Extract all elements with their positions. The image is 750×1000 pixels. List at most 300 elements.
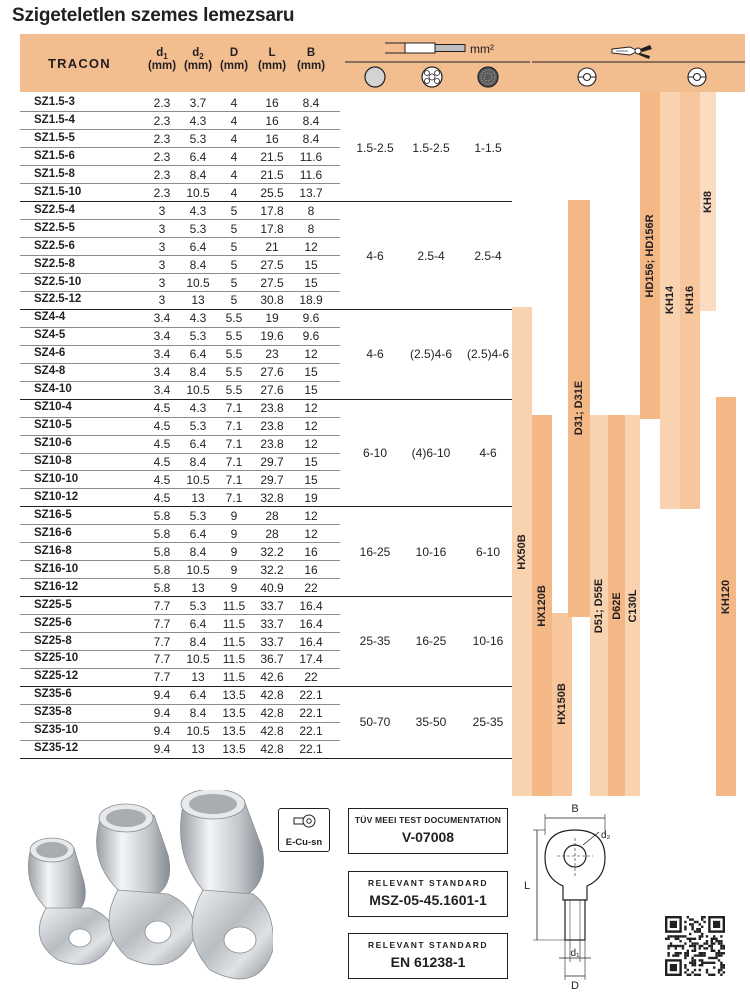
dimension-value: 7.1	[225, 437, 243, 452]
dimension-value: 40.9	[260, 580, 284, 595]
dimension-value: 13.5	[222, 688, 246, 703]
tool-band	[625, 415, 640, 796]
dimension-value: 22	[304, 580, 318, 595]
brand-name: TRACON	[48, 56, 111, 71]
dimension-value: 32.2	[260, 544, 284, 559]
product-code: SZ2.5-10	[34, 275, 82, 288]
dimension-value: 9.6	[302, 329, 320, 344]
dimension-value: 7.7	[153, 598, 171, 613]
dimension-value: 13	[191, 293, 205, 308]
product-code: SZ10-8	[34, 455, 72, 467]
table-row	[20, 112, 515, 130]
dimension-value: 5.8	[153, 526, 171, 541]
qr-code-icon[interactable]	[665, 916, 725, 976]
table-row	[20, 184, 515, 202]
dimension-value: 3	[158, 239, 166, 254]
dimension-value: 16	[304, 562, 318, 577]
terminal-large	[181, 790, 274, 979]
tool-band	[568, 200, 590, 617]
doc-caption: RELEVANT STANDARD	[367, 940, 489, 950]
dimension-value: 8.4	[189, 365, 207, 380]
dimension-value: 11.5	[222, 652, 246, 667]
product-code: SZ25-5	[34, 598, 72, 611]
dimension-value: 13	[191, 490, 205, 505]
dimension-value: 7.1	[225, 472, 243, 487]
dim-label-L: L	[524, 880, 531, 892]
dimension-value: 5.3	[189, 221, 207, 236]
dimension-value: 4.3	[189, 113, 207, 128]
tool-label: D62E	[610, 591, 623, 620]
dimension-value: 3.4	[153, 311, 171, 326]
dimension-value: 15	[304, 472, 318, 487]
tool-label: KH120	[720, 579, 732, 614]
tool-band	[660, 92, 680, 509]
product-code: SZ35-12	[34, 742, 79, 755]
table-row	[20, 309, 515, 327]
dimension-value: 5	[230, 221, 238, 236]
col-header-B: B (mm)	[296, 47, 326, 72]
product-code: SZ2.5-6	[34, 239, 75, 252]
dimension-value: 13.5	[222, 706, 246, 721]
dimension-value: 21.5	[260, 149, 284, 164]
dimension-value: 27.6	[260, 365, 284, 380]
product-code: SZ2.5-8	[34, 257, 75, 270]
dimension-value: 42.8	[260, 688, 284, 703]
dimension-value: 23.8	[260, 419, 284, 434]
dimension-value: 22.1	[299, 688, 323, 703]
dimension-value: 3.4	[153, 365, 171, 380]
table-row	[20, 220, 515, 238]
table-row	[20, 561, 515, 579]
tool-label: HD156; HD156R	[644, 213, 656, 298]
dimension-value: 6.4	[189, 526, 207, 541]
dimension-value: 28	[265, 508, 279, 523]
cross-section-value: 10-16	[472, 634, 504, 649]
tool-band	[680, 92, 700, 509]
dimension-value: 12	[304, 401, 318, 416]
tool-label: HX120B	[536, 584, 548, 627]
dimension-value: 10.5	[186, 472, 210, 487]
dimension-value: 8.4	[189, 634, 207, 649]
cross-section-value: 1.5-2.5	[356, 140, 394, 155]
dimension-value: 9	[230, 580, 238, 595]
product-code: SZ25-12	[34, 670, 79, 683]
dimension-value: 12	[304, 437, 318, 452]
dim-label-d1: d₁	[570, 948, 580, 959]
cross-section-value: 6-10	[475, 544, 501, 559]
cross-section-value: 2.5-4	[417, 248, 445, 263]
dimension-value: 4	[230, 167, 238, 182]
wire-icon	[385, 43, 465, 53]
dimension-value: 2.3	[153, 149, 171, 164]
dimension-value: 10.5	[186, 724, 210, 739]
product-code: SZ1.5-4	[34, 113, 75, 126]
dimension-value: 9.6	[302, 311, 320, 326]
dimension-value: 9.4	[153, 724, 171, 739]
dimension-value: 3.4	[153, 383, 171, 398]
dimension-value: 42.8	[260, 742, 284, 757]
dimension-value: 7.1	[225, 419, 243, 434]
dimension-value: 16	[265, 96, 279, 110]
dimension-value: 2.3	[153, 185, 171, 200]
dimension-value: 8.4	[302, 131, 320, 146]
cross-section-value: 25-35	[472, 715, 504, 730]
tool-band	[700, 92, 716, 311]
dimension-value: 18.9	[299, 293, 323, 308]
dimension-value: 9.4	[153, 742, 171, 757]
cross-section-value: 4-6	[479, 446, 497, 460]
table-row	[20, 489, 515, 507]
dimension-value: 19.6	[260, 329, 284, 344]
cross-section-value: 50-70	[359, 715, 391, 730]
dimension-value: 29.7	[260, 472, 284, 487]
dimension-value: 4.3	[189, 311, 207, 326]
product-code: SZ16-8	[34, 544, 72, 557]
table-row	[20, 650, 515, 668]
product-code: SZ2.5-12	[34, 293, 82, 306]
dimension-value: 17.4	[299, 652, 323, 667]
col-header-d1: $d_1$ (mm)	[147, 47, 177, 72]
dimension-value: 23	[265, 347, 279, 362]
dimension-value: 7.1	[225, 490, 243, 505]
dimension-value: 4.5	[153, 472, 171, 487]
dim-label-D: D	[571, 980, 579, 992]
wire-section-header	[345, 36, 530, 90]
doc-caption: RELEVANT STANDARD	[367, 878, 489, 888]
dimension-value: 13	[191, 580, 205, 595]
dimension-value: 9	[230, 526, 238, 541]
dimension-value: 3	[158, 275, 166, 290]
tool-label: KH16	[684, 286, 696, 315]
dimension-value: 16	[304, 544, 318, 559]
ring-lug-icon	[293, 813, 317, 829]
dimension-value: 12	[304, 508, 318, 523]
table-row	[20, 525, 515, 543]
dimension-value: 10.5	[186, 185, 210, 200]
relevant-standard-box	[348, 871, 508, 917]
tool-label: KH8	[702, 190, 714, 213]
dimension-value: 23.8	[260, 437, 284, 452]
doc-value: V-07008	[401, 829, 455, 845]
dimension-value: 2.3	[153, 113, 171, 128]
dimension-value: 8.4	[189, 455, 207, 469]
dimension-value: 27.5	[260, 257, 284, 272]
product-code: SZ10-10	[34, 472, 79, 485]
doc-value: MSZ-05-45.1601-1	[369, 892, 487, 908]
bottom-section	[0, 790, 750, 1000]
dimension-value: 13	[191, 742, 205, 757]
product-code: SZ16-6	[34, 526, 72, 539]
dimension-value: 11.6	[299, 149, 323, 164]
table-row	[20, 202, 515, 220]
tool-band	[532, 415, 552, 796]
table-row	[20, 381, 515, 399]
tool-label: HX150B	[556, 683, 568, 726]
cross-section-value: 16-25	[415, 634, 447, 649]
dimension-value: 5.5	[225, 347, 243, 362]
table-row	[20, 686, 515, 704]
dimension-value: 4.5	[153, 401, 171, 416]
dimension-value: 2.3	[153, 96, 171, 110]
dimension-value: 22.1	[299, 724, 323, 739]
product-code: SZ10-6	[34, 437, 72, 450]
dimension-value: 15	[304, 257, 318, 272]
dimension-drawing	[515, 790, 640, 995]
dimension-value: 11.5	[222, 598, 246, 613]
dimension-value: 7.7	[153, 652, 171, 667]
product-code: SZ1.5-10	[34, 185, 82, 198]
product-code: SZ4-8	[34, 365, 66, 378]
dimension-value: 5.3	[189, 598, 207, 613]
dimension-value: 6.4	[189, 239, 207, 254]
relevant-standard-box	[348, 933, 508, 979]
test-documentation-box	[348, 808, 508, 854]
tool-label: D31; D31E	[573, 380, 585, 436]
product-code: SZ35-10	[34, 724, 79, 737]
dimension-value: 3.4	[153, 347, 171, 362]
cross-section-value: (2.5)4-6	[409, 347, 453, 362]
doc-value: EN 61238-1	[390, 954, 466, 970]
dimension-value: 8.4	[189, 544, 207, 559]
tool-band	[608, 415, 625, 796]
cross-section-value: 4-6	[366, 248, 384, 263]
dimension-value: 32.8	[260, 490, 284, 505]
dimension-value: 4.3	[189, 401, 207, 416]
dimension-value: 8.4	[302, 113, 320, 128]
product-code: SZ35-8	[34, 706, 72, 719]
product-code: SZ16-12	[34, 580, 79, 593]
stranded-conductor-icon	[422, 67, 442, 87]
product-code: SZ35-6	[34, 688, 72, 701]
cross-section-value: 1.5-2.5	[412, 140, 450, 155]
dimension-value: 10.5	[186, 275, 210, 290]
dimension-value: 15	[304, 365, 318, 380]
tool-band	[590, 415, 608, 796]
dimension-value: 6.4	[189, 437, 207, 452]
table-row	[20, 166, 515, 184]
dimension-value: 25.5	[260, 185, 284, 200]
dimension-value: 5.5	[225, 311, 243, 326]
dimension-value: 30.8	[260, 293, 284, 308]
dimension-value: 29.7	[260, 455, 284, 469]
dimension-value: 5.8	[153, 508, 171, 523]
dimension-value: 3	[158, 221, 166, 236]
table-row	[20, 274, 515, 292]
doc-caption: TÜV MEEI TEST DOCUMENTATION	[354, 815, 502, 825]
tool-band	[552, 613, 572, 797]
product-code: SZ2.5-5	[34, 221, 75, 234]
dimension-value: 3	[158, 293, 166, 308]
dimension-value: 6.4	[189, 616, 207, 631]
product-code: SZ1.5-6	[34, 149, 75, 162]
dimension-value: 2.3	[153, 131, 171, 146]
dimension-value: 4	[230, 113, 238, 128]
dimension-value: 12	[304, 526, 318, 541]
ring-terminals-photo	[18, 790, 273, 995]
product-code: SZ10-5	[34, 419, 72, 432]
cross-section-value: 6-10	[362, 446, 388, 460]
dimension-value: 12	[304, 239, 318, 254]
dimension-value: 3	[158, 203, 166, 218]
dimension-value: 22	[304, 670, 318, 685]
table-row	[20, 417, 515, 435]
dimension-value: 23.8	[260, 401, 284, 416]
product-code: SZ16-10	[34, 562, 79, 575]
dimension-value: 5	[230, 239, 238, 254]
tool-label: D51; D55E	[593, 578, 605, 633]
dimension-value: 4.5	[153, 490, 171, 505]
dimension-value: 10.5	[186, 652, 210, 667]
tool-label: KH14	[664, 286, 676, 315]
table-row	[20, 363, 515, 381]
dim-label-B: B	[571, 803, 579, 815]
dimension-value: 8	[307, 221, 315, 236]
dimension-value: 5.8	[153, 544, 171, 559]
dimension-value: 21	[265, 239, 279, 254]
product-code: SZ4-5	[34, 329, 66, 342]
dimension-value: 5.3	[189, 419, 207, 434]
dimension-value: 22.1	[299, 706, 323, 721]
material-badge	[278, 808, 330, 852]
dimension-value: 3	[158, 257, 166, 272]
dimension-value: 4.5	[153, 437, 171, 452]
cross-section-value: 16-25	[359, 544, 391, 559]
product-code: SZ25-6	[34, 616, 72, 629]
dimension-value: 7.7	[153, 634, 171, 649]
wire-unit-label: mm²	[470, 42, 494, 56]
table-row	[20, 668, 515, 686]
dimension-value: 32.2	[260, 562, 284, 577]
dimension-value: 3.4	[153, 329, 171, 344]
product-code: SZ4-10	[34, 383, 72, 396]
product-code: SZ1.5-5	[34, 131, 75, 144]
dimension-value: 3.7	[189, 96, 207, 110]
product-code: SZ1.5-8	[34, 167, 75, 180]
dimension-value: 16	[265, 113, 279, 128]
product-code: SZ1.5-3	[34, 96, 75, 108]
dimension-value: 42.8	[260, 706, 284, 721]
dimension-value: 8.4	[189, 706, 207, 721]
dimension-value: 6.4	[189, 688, 207, 703]
dimension-value: 10.5	[186, 562, 210, 577]
table-row	[20, 327, 515, 345]
dimension-value: 13.5	[222, 724, 246, 739]
dimension-value: 5.3	[189, 329, 207, 344]
dimension-value: 5	[230, 203, 238, 218]
dimension-value: 27.5	[260, 275, 284, 290]
table-row	[20, 615, 515, 633]
material-label: E-Cu-sn	[285, 837, 323, 848]
dimension-value: 4	[230, 131, 238, 146]
dimension-value: 19	[265, 311, 279, 326]
dimension-value: 5.3	[189, 508, 207, 523]
product-code: SZ10-12	[34, 490, 79, 503]
dimension-value: 5	[230, 275, 238, 290]
dimension-value: 10.5	[186, 383, 210, 398]
col-header-D: D (mm)	[219, 47, 249, 72]
tool-section-header	[532, 36, 745, 90]
product-code: SZ16-5	[34, 508, 72, 521]
dimension-value: 8.4	[189, 257, 207, 272]
tool-label: C130L	[626, 589, 639, 623]
dimension-value: 28	[265, 526, 279, 541]
tool-band	[716, 397, 736, 796]
cross-section-value: 1-1.5	[474, 140, 502, 155]
dimension-value: 7.7	[153, 616, 171, 631]
product-code: SZ4-6	[34, 347, 66, 360]
dimension-value: 17.8	[260, 221, 284, 236]
dimension-value: 5.3	[189, 131, 207, 146]
dimension-value: 6.4	[189, 149, 207, 164]
dimension-value: 9.4	[153, 688, 171, 703]
dimension-value: 16.4	[299, 616, 323, 631]
table-row	[20, 579, 515, 597]
table-row	[20, 507, 515, 525]
product-code: SZ25-8	[34, 634, 72, 647]
dimension-value: 5.8	[153, 562, 171, 577]
fine-stranded-conductor-icon	[478, 67, 498, 87]
dimension-value: 6.4	[189, 347, 207, 362]
dimension-value: 33.7	[260, 598, 284, 613]
col-header-L: L (mm)	[257, 47, 287, 72]
dimension-value: 4	[230, 96, 238, 110]
cross-section-value: (2.5)4-6	[466, 347, 510, 362]
dimension-value: 5	[230, 257, 238, 272]
table-row	[20, 399, 515, 417]
cross-section-value: 2.5-4	[474, 248, 502, 263]
table-row	[20, 94, 515, 112]
product-code: SZ25-10	[34, 652, 79, 665]
cross-section-value: 25-35	[359, 634, 391, 649]
dimension-value: 19	[304, 490, 318, 505]
dimension-value: 16.4	[299, 634, 323, 649]
dimension-value: 11.6	[299, 167, 323, 182]
dimension-value: 4	[230, 149, 238, 164]
dimension-value: 9	[230, 508, 238, 523]
dimension-value: 15	[304, 383, 318, 398]
product-code: SZ10-4	[34, 401, 72, 414]
dimension-value: 4.3	[189, 203, 207, 218]
table-row	[20, 597, 515, 615]
dimension-value: 11.5	[222, 634, 246, 649]
dimension-value: 42.6	[260, 670, 284, 685]
dimension-value: 33.7	[260, 616, 284, 631]
tool-band	[640, 92, 660, 419]
dimension-value: 12	[304, 347, 318, 362]
dimension-value: 12	[304, 419, 318, 434]
dimension-value: 15	[304, 275, 318, 290]
dimension-value: 5.5	[225, 365, 243, 380]
solid-conductor-icon	[365, 67, 385, 87]
dimension-value: 11.5	[222, 670, 246, 685]
dimension-value: 8	[307, 203, 315, 218]
crimping-tool-icon	[612, 45, 652, 59]
table-row	[20, 471, 515, 489]
dimension-value: 9	[230, 562, 238, 577]
brand-logo	[48, 56, 111, 71]
row-divider	[20, 758, 512, 759]
dimension-value: 22.1	[299, 742, 323, 757]
product-code: SZ2.5-4	[34, 203, 75, 216]
dimension-value: 36.7	[260, 652, 284, 667]
dimension-value: 7.7	[153, 670, 171, 685]
crimp-die-icon	[688, 68, 706, 86]
dimension-value: 17.8	[260, 203, 284, 218]
dimension-value: 16.4	[299, 598, 323, 613]
dimension-value: 15	[304, 455, 318, 469]
table-header	[20, 34, 745, 92]
dimension-value: 33.7	[260, 634, 284, 649]
